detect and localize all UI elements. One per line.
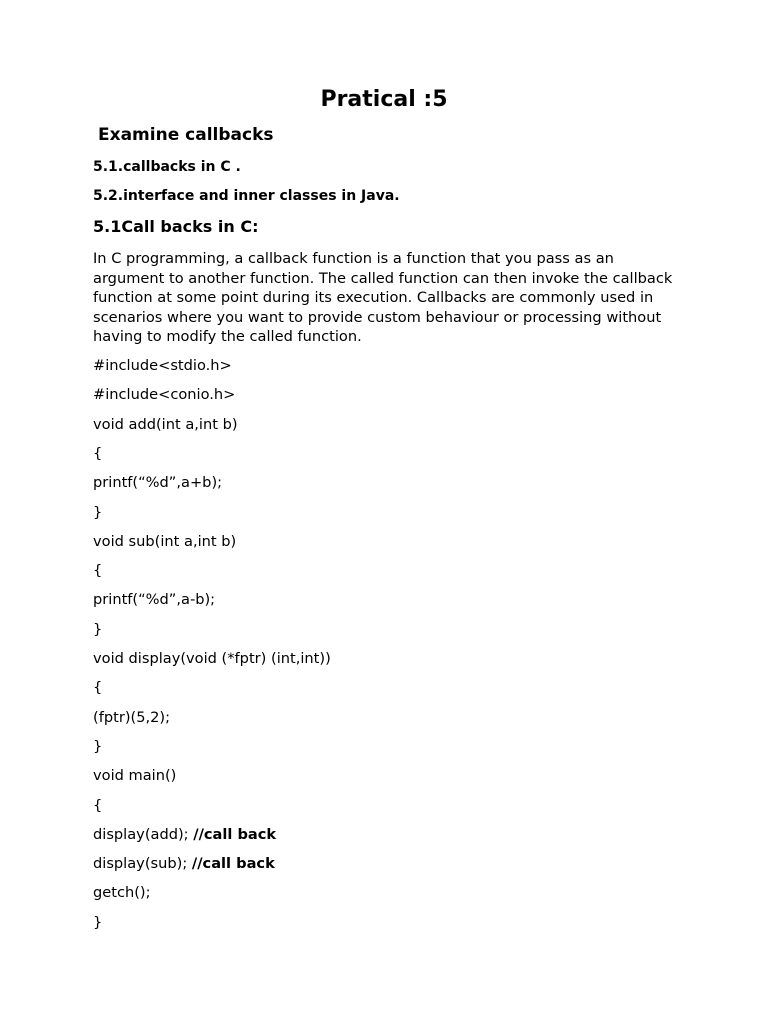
page-subtitle: Examine callbacks: [98, 125, 274, 145]
code-comment: //call back: [191, 855, 275, 873]
code-line: [93, 913, 102, 932]
code-text: printf(“%d”,a-b);: [93, 591, 216, 609]
code-line: [93, 415, 238, 434]
code-text: void main(): [93, 767, 177, 785]
code-line: [93, 590, 215, 609]
code-text: }: [93, 503, 103, 521]
code-text: {: [93, 679, 103, 697]
code-text: display(sub);: [93, 855, 192, 873]
code-text: #include<stdio.h>: [93, 357, 232, 374]
code-text: void display(void (*fptr) (int,int)): [93, 650, 331, 667]
code-line: [93, 620, 102, 639]
code-line: [93, 854, 275, 873]
code-line: [93, 561, 102, 580]
section-heading: 5.1Call backs in C:: [93, 217, 259, 236]
code-text: printf(“%d”,a+b);: [93, 474, 223, 492]
code-text: void sub(int a,int b): [93, 532, 237, 550]
page-title: Pratical :5: [320, 87, 448, 112]
code-line: [93, 737, 102, 756]
code-text: }: [93, 737, 103, 755]
code-line: [93, 796, 102, 815]
code-line: [93, 503, 102, 522]
code-text: (fptr)(5,2);: [93, 708, 171, 726]
code-text: void add(int a,int b): [93, 415, 238, 433]
code-text: }: [93, 913, 103, 931]
intro-paragraph: In C programming, a callback function is a function that you pass as an argument to another function. The called function can then invoke the callback function at some point during its execution. Callbacks are commonly used in scenarios where you want to provide custom behaviour or processing without having to modify the called function.: [93, 250, 673, 345]
code-line: [93, 532, 236, 551]
code-line: [93, 678, 102, 697]
code-line: [93, 883, 151, 902]
code-line: [93, 708, 170, 727]
code-text: getch();: [93, 884, 151, 902]
code-line: [93, 444, 102, 463]
code-line: [93, 356, 232, 375]
code-text: display(add);: [93, 825, 194, 843]
code-text: {: [93, 796, 103, 814]
code-line: [93, 825, 276, 844]
code-text: #include<conio.h>: [93, 386, 236, 404]
code-line: [93, 385, 235, 404]
code-line: [93, 473, 222, 492]
code-line: [93, 649, 331, 668]
code-text: {: [93, 444, 103, 462]
code-line: [93, 766, 176, 785]
toc-item-java-interfaces: 5.2.interface and inner classes in Java.: [93, 188, 400, 204]
code-comment: //call back: [193, 825, 277, 843]
code-text: }: [93, 620, 103, 638]
code-text: {: [93, 562, 103, 580]
toc-item-callbacks-c: 5.1.callbacks in C .: [93, 159, 241, 175]
